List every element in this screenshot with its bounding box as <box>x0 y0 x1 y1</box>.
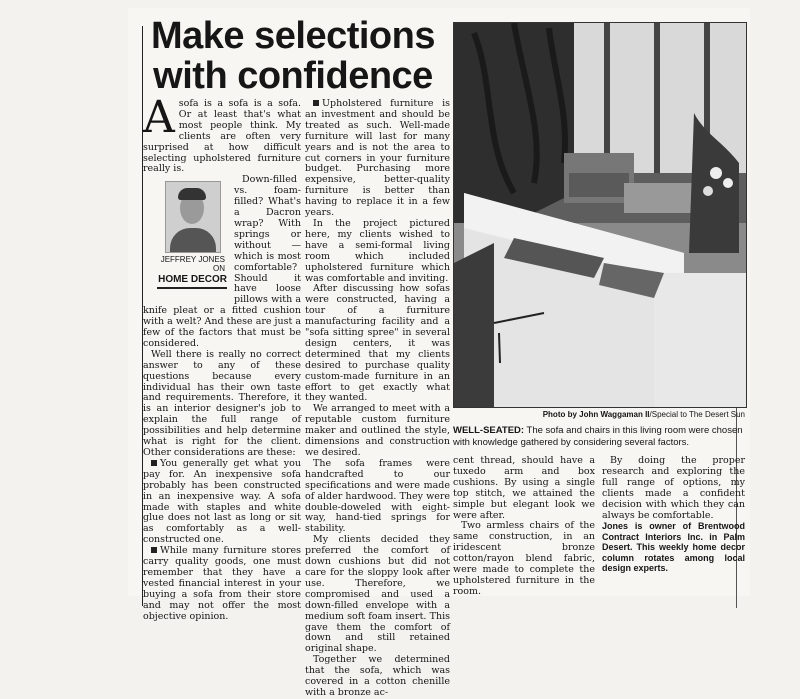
paragraph: cent thread, should have a tuxedo arm and box cushions. By using a single top stitch, we attained the simple but elegant look we were after. <box>453 455 595 521</box>
bullet-text: Upholstered furniture is an investment and should be treated as such. Well-made furniture will last for many years and is not the area to cut corners in your furniture budget. Purchasing more expensive, better-quality furniture is better than having to replace it in a few years. <box>305 98 450 219</box>
photo-credit <box>453 410 745 419</box>
intro-paragraph <box>143 92 301 175</box>
paragraph: We arranged to meet with a reputable custom furniture maker and outlined the style, dimensions and construction we desired. <box>305 403 450 458</box>
photographer-name: Photo by John Waggaman II <box>542 410 650 419</box>
paragraph: The sofa frames were handcrafted to our specifications and were made of alder hardwood. They were double-doweled with eight-way, hand-tied springs for stability. <box>305 457 450 535</box>
caption-text: The sofa and chairs in this living room were chosen with knowledge gathered by considering several factors. <box>453 425 743 448</box>
bullet-paragraph <box>143 459 301 546</box>
columnist-portrait <box>165 181 221 253</box>
byline-on: ON <box>213 264 225 274</box>
author-name: JEFFREY JONES <box>160 255 225 265</box>
paragraph: After discussing how sofas were constructed, having a tour of a furniture manufacturing facility and a "sofa sitting spree" in several design centers, it was determined that my clients desired to purchase quality custom-made furniture in an effort to get exactly what they wanted. <box>305 283 450 404</box>
photo-caption <box>453 425 745 449</box>
square-bullet-icon <box>151 460 157 466</box>
author-bio: Jones is owner of Brentwood Contract Interiors Inc. in Palm Desert. This weekly home decor column rotates among local design experts. <box>602 521 745 574</box>
paragraph: By doing the proper research and exploring the full range of options, my clients made a confident decision with which they can always be comfortable. <box>602 455 745 521</box>
paragraph: In the project pictured here, my clients wished to have a semi-formal living room which included upholstered furniture which was comfortable and inviting. <box>305 217 450 284</box>
columnist-box <box>143 177 228 297</box>
intro-text: sofa is a sofa is a sofa. Or at least that's what most people think. My clients are often very surprised at how difficult selecting upholstered furniture really is. <box>143 98 301 175</box>
caption-lead: WELL-SEATED: <box>453 425 525 436</box>
photo-source: /Special to The Desert Sun <box>649 410 745 419</box>
bullet-text: While many furniture stores carry quality goods, one must remember that they have a vested financial interest in your buying a sofa from their store and may not offer the most objective opinion. <box>143 545 301 622</box>
square-bullet-icon <box>151 547 157 553</box>
byline <box>143 255 225 273</box>
paragraph: My clients decided they preferred the comfort of down cushions but did not care for the sloppy look after use. Therefore, we compromised and used a down-filled envelope with a medium soft foam insert. This gave them the comfort of down and still retained original shape. <box>305 534 450 655</box>
portrait-hair <box>178 188 206 200</box>
paragraph: Down-filled vs. foam-filled? What's a Dacron wrap? With springs or without — which is most comfortable? Should it have loose pillows with a knife pleat or a fitted cushion with a welt? And these are just a few of the factors that must be considered. <box>143 174 301 349</box>
bullet-paragraph <box>305 99 450 219</box>
article-column-4 <box>602 456 745 574</box>
article-column-2 <box>305 99 450 699</box>
paragraph: Together we determined that the sofa, which was covered in a cotton chenille with a bronze ac- <box>305 654 450 698</box>
bullet-text: You generally get what you pay for. An inexpensive sofa probably has been constructed in an inexpensive way. A sofa made with staples and white glue does not last as long or sit as comfortably as a well-constructed one. <box>143 457 301 546</box>
paragraph: Well there is really no correct answer to any of these questions because every individual has their own taste and requirements. Therefore, it is an interior designer's job to explain the full range of possibilities and help determine what is right for the client. Other considerations are these: <box>143 348 301 458</box>
article-column-3 <box>453 456 595 598</box>
living-room-photo <box>453 22 747 408</box>
portrait-shirt <box>170 228 216 252</box>
bullet-paragraph <box>143 546 301 622</box>
article-column-1 <box>143 92 301 623</box>
column-name: HOME DECOR <box>157 275 227 289</box>
drop-cap: A <box>143 92 175 143</box>
paragraph: Two armless chairs of the same construction, in an iridescent bronze cotton/rayon blend fabric, were made to complete the upholstered furniture in the room. <box>453 520 595 597</box>
square-bullet-icon <box>313 100 319 106</box>
living-room-illustration <box>454 23 746 407</box>
headline: Make selections with confidence <box>151 15 435 97</box>
